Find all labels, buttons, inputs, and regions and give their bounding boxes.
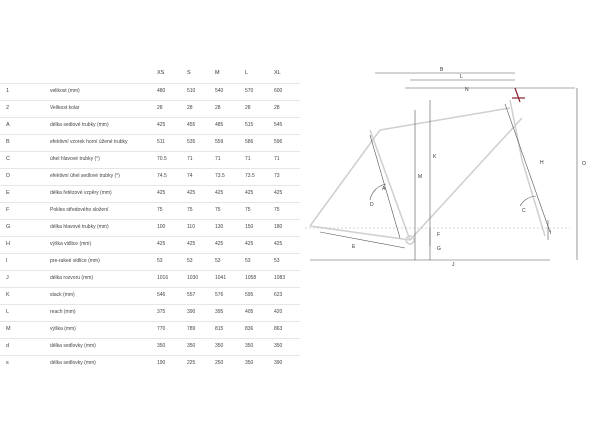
row-value: 75 bbox=[274, 207, 280, 213]
row-value: 375 bbox=[157, 309, 166, 315]
row-value: 53 bbox=[187, 258, 193, 264]
row-divider bbox=[0, 321, 300, 322]
table-row bbox=[0, 292, 300, 309]
row-value: 53 bbox=[245, 258, 251, 264]
row-code: 2 bbox=[6, 105, 10, 111]
row-code: G bbox=[6, 224, 11, 230]
dim-h bbox=[505, 104, 550, 232]
row-label: délka sedlové trubky (mm) bbox=[50, 122, 109, 128]
row-divider bbox=[0, 100, 300, 101]
row-code: H bbox=[6, 241, 10, 247]
seat-tube bbox=[370, 130, 410, 240]
row-label: délka rozvoru (mm) bbox=[50, 275, 94, 281]
size-header-xs: XS bbox=[157, 70, 165, 76]
row-code: F bbox=[6, 207, 10, 213]
row-divider bbox=[0, 236, 300, 237]
row-divider bbox=[0, 253, 300, 254]
row-value: 28 bbox=[157, 105, 163, 111]
row-code: J bbox=[6, 275, 9, 281]
row-label: efektivní úhel sedlové trubky (°) bbox=[50, 173, 120, 179]
row-label: výška (mm) bbox=[50, 326, 76, 332]
row-label: efektivní vzorek horní úžené trubky bbox=[50, 139, 128, 145]
table-row bbox=[0, 173, 300, 190]
row-divider bbox=[0, 287, 300, 288]
row-value: 600 bbox=[274, 88, 283, 94]
row-value: 535 bbox=[187, 139, 196, 145]
size-header-m: M bbox=[215, 70, 220, 76]
row-label: výška vidlice (mm) bbox=[50, 241, 92, 247]
label-e: E bbox=[352, 244, 356, 250]
table-row bbox=[0, 139, 300, 156]
seatstay bbox=[310, 130, 380, 226]
row-code: D bbox=[6, 173, 10, 179]
size-header-l: L bbox=[245, 70, 249, 76]
row-code: s bbox=[6, 360, 9, 366]
table-row bbox=[0, 105, 300, 122]
label-d: D bbox=[370, 202, 374, 208]
row-value: 350 bbox=[157, 343, 166, 349]
row-code: B bbox=[6, 139, 10, 145]
row-value: 1083 bbox=[274, 275, 286, 281]
row-value: 28 bbox=[215, 105, 221, 111]
row-value: 425 bbox=[187, 241, 196, 247]
label-a: A bbox=[382, 186, 386, 192]
label-o: O bbox=[582, 161, 586, 167]
dim-e bbox=[320, 232, 405, 248]
row-value: 350 bbox=[215, 343, 224, 349]
table-row bbox=[0, 156, 300, 173]
row-label: úhel hlavové trubky (°) bbox=[50, 156, 100, 162]
row-value: 815 bbox=[215, 326, 224, 332]
row-value: 596 bbox=[274, 139, 283, 145]
row-value: 150 bbox=[245, 224, 254, 230]
row-value: 225 bbox=[187, 360, 196, 366]
table-row bbox=[0, 207, 300, 224]
row-code: L bbox=[6, 309, 10, 315]
row-value: 395 bbox=[215, 309, 224, 315]
row-value: 190 bbox=[157, 360, 166, 366]
row-value: 53 bbox=[215, 258, 221, 264]
label-f: F bbox=[437, 232, 441, 238]
label-k: K bbox=[433, 154, 437, 160]
row-value: 53 bbox=[157, 258, 163, 264]
row-value: 28 bbox=[187, 105, 193, 111]
row-value: 390 bbox=[187, 309, 196, 315]
label-c: C bbox=[522, 208, 526, 214]
row-value: 425 bbox=[215, 241, 224, 247]
label-l: L bbox=[460, 74, 463, 80]
label-i: I bbox=[550, 230, 552, 236]
row-divider bbox=[0, 304, 300, 305]
size-header-s: S bbox=[187, 70, 191, 76]
row-divider bbox=[0, 168, 300, 169]
row-value: 485 bbox=[215, 122, 224, 128]
row-value: 28 bbox=[274, 105, 280, 111]
row-value: 863 bbox=[274, 326, 283, 332]
row-value: 75 bbox=[245, 207, 251, 213]
row-value: 425 bbox=[274, 190, 283, 196]
row-divider bbox=[0, 219, 300, 220]
table-row bbox=[0, 190, 300, 207]
label-j: J bbox=[452, 262, 455, 268]
stem-accent bbox=[515, 88, 520, 102]
row-code: C bbox=[6, 156, 10, 162]
row-code: E bbox=[6, 190, 10, 196]
row-value: 557 bbox=[187, 292, 196, 298]
row-value: 576 bbox=[215, 292, 224, 298]
size-header-xl: XL bbox=[274, 70, 281, 76]
row-divider bbox=[0, 355, 300, 356]
row-divider bbox=[0, 202, 300, 203]
row-value: 250 bbox=[215, 360, 224, 366]
row-value: 789 bbox=[187, 326, 196, 332]
row-value: 74 bbox=[187, 173, 193, 179]
row-value: 110 bbox=[187, 224, 195, 230]
table-row bbox=[0, 309, 300, 326]
row-label: reach (mm) bbox=[50, 309, 76, 315]
row-value: 53 bbox=[274, 258, 280, 264]
row-value: 540 bbox=[215, 88, 224, 94]
frame-geometry-diagram bbox=[300, 0, 600, 440]
row-value: 71 bbox=[245, 156, 251, 162]
row-label: délka sedlovky (mm) bbox=[50, 343, 96, 349]
table-row bbox=[0, 258, 300, 275]
row-divider bbox=[0, 117, 300, 118]
row-code: K bbox=[6, 292, 10, 298]
row-divider bbox=[0, 134, 300, 135]
row-label: délka sedlovky (mm) bbox=[50, 360, 96, 366]
row-value: 350 bbox=[245, 360, 254, 366]
table-row bbox=[0, 343, 300, 360]
row-value: 390 bbox=[274, 360, 283, 366]
row-value: 73.5 bbox=[245, 173, 255, 179]
row-label: Velikost kolar bbox=[50, 105, 80, 111]
top-tube bbox=[380, 108, 510, 130]
row-divider bbox=[0, 270, 300, 271]
fork bbox=[522, 160, 545, 236]
row-value: 71 bbox=[274, 156, 280, 162]
row-code: M bbox=[6, 326, 11, 332]
row-value: 586 bbox=[245, 139, 254, 145]
row-value: 74.5 bbox=[157, 173, 167, 179]
row-value: 570 bbox=[245, 88, 254, 94]
row-value: 545 bbox=[274, 122, 283, 128]
row-value: 28 bbox=[245, 105, 251, 111]
dimension-lines bbox=[305, 73, 577, 260]
row-code: 1 bbox=[6, 88, 10, 94]
row-value: 130 bbox=[215, 224, 224, 230]
row-value: 350 bbox=[245, 343, 254, 349]
row-divider bbox=[0, 151, 300, 152]
row-label: pre-rakeé vidlice (mm) bbox=[50, 258, 100, 264]
down-tube bbox=[410, 118, 522, 240]
row-value: 70.5 bbox=[157, 156, 167, 162]
row-value: 71 bbox=[215, 156, 221, 162]
row-value: 75 bbox=[157, 207, 163, 213]
row-value: 425 bbox=[245, 241, 254, 247]
row-value: 511 bbox=[157, 139, 165, 145]
row-label: délka hlavové trubky (mm) bbox=[50, 224, 109, 230]
row-value: 350 bbox=[187, 343, 196, 349]
row-value: 73 bbox=[274, 173, 280, 179]
row-value: 100 bbox=[157, 224, 166, 230]
label-m: M bbox=[418, 174, 423, 180]
row-value: 455 bbox=[187, 122, 196, 128]
row-divider bbox=[0, 338, 300, 339]
row-code: A bbox=[6, 122, 10, 128]
row-value: 425 bbox=[245, 190, 254, 196]
row-value: 71 bbox=[187, 156, 193, 162]
label-n: N bbox=[465, 87, 469, 93]
table-row bbox=[0, 122, 300, 139]
row-value: 425 bbox=[215, 190, 224, 196]
row-value: 180 bbox=[274, 224, 283, 230]
row-divider bbox=[0, 185, 300, 186]
row-value: 405 bbox=[245, 309, 254, 315]
row-value: 425 bbox=[274, 241, 283, 247]
table-row bbox=[0, 275, 300, 292]
row-value: 1041 bbox=[215, 275, 227, 281]
row-value: 420 bbox=[274, 309, 283, 315]
row-value: 350 bbox=[274, 343, 283, 349]
row-value: 595 bbox=[245, 292, 254, 298]
row-value: 770 bbox=[157, 326, 166, 332]
row-value: 1016 bbox=[157, 275, 169, 281]
row-divider bbox=[0, 83, 300, 84]
bike-frame bbox=[310, 100, 545, 244]
row-label: Pokles středového složení bbox=[50, 207, 109, 213]
row-value: 425 bbox=[157, 122, 166, 128]
row-label: velikost (mm) bbox=[50, 88, 80, 94]
label-h: H bbox=[540, 160, 544, 166]
row-value: 75 bbox=[187, 207, 193, 213]
row-code: d bbox=[6, 343, 10, 349]
table-row bbox=[0, 88, 300, 105]
table-row bbox=[0, 224, 300, 241]
row-value: 1030 bbox=[187, 275, 199, 281]
row-value: 510 bbox=[187, 88, 196, 94]
row-value: 1058 bbox=[245, 275, 257, 281]
row-value: 425 bbox=[157, 241, 166, 247]
table-row bbox=[0, 326, 300, 343]
row-value: 480 bbox=[157, 88, 166, 94]
row-code: I bbox=[6, 258, 8, 264]
row-label: stack (mm) bbox=[50, 292, 75, 298]
table-row bbox=[0, 360, 300, 377]
row-value: 425 bbox=[157, 190, 166, 196]
row-value: 559 bbox=[215, 139, 224, 145]
row-value: 546 bbox=[157, 292, 166, 298]
row-value: 515 bbox=[245, 122, 254, 128]
table-row bbox=[0, 241, 300, 258]
row-value: 623 bbox=[274, 292, 283, 298]
row-value: 73.5 bbox=[215, 173, 225, 179]
row-value: 836 bbox=[245, 326, 254, 332]
dimension-labels bbox=[352, 67, 586, 268]
row-value: 75 bbox=[215, 207, 221, 213]
label-g: G bbox=[437, 246, 441, 252]
row-value: 425 bbox=[187, 190, 196, 196]
label-b: B bbox=[440, 67, 444, 73]
row-label: délka řetězové vzpěry (mm) bbox=[50, 190, 112, 196]
